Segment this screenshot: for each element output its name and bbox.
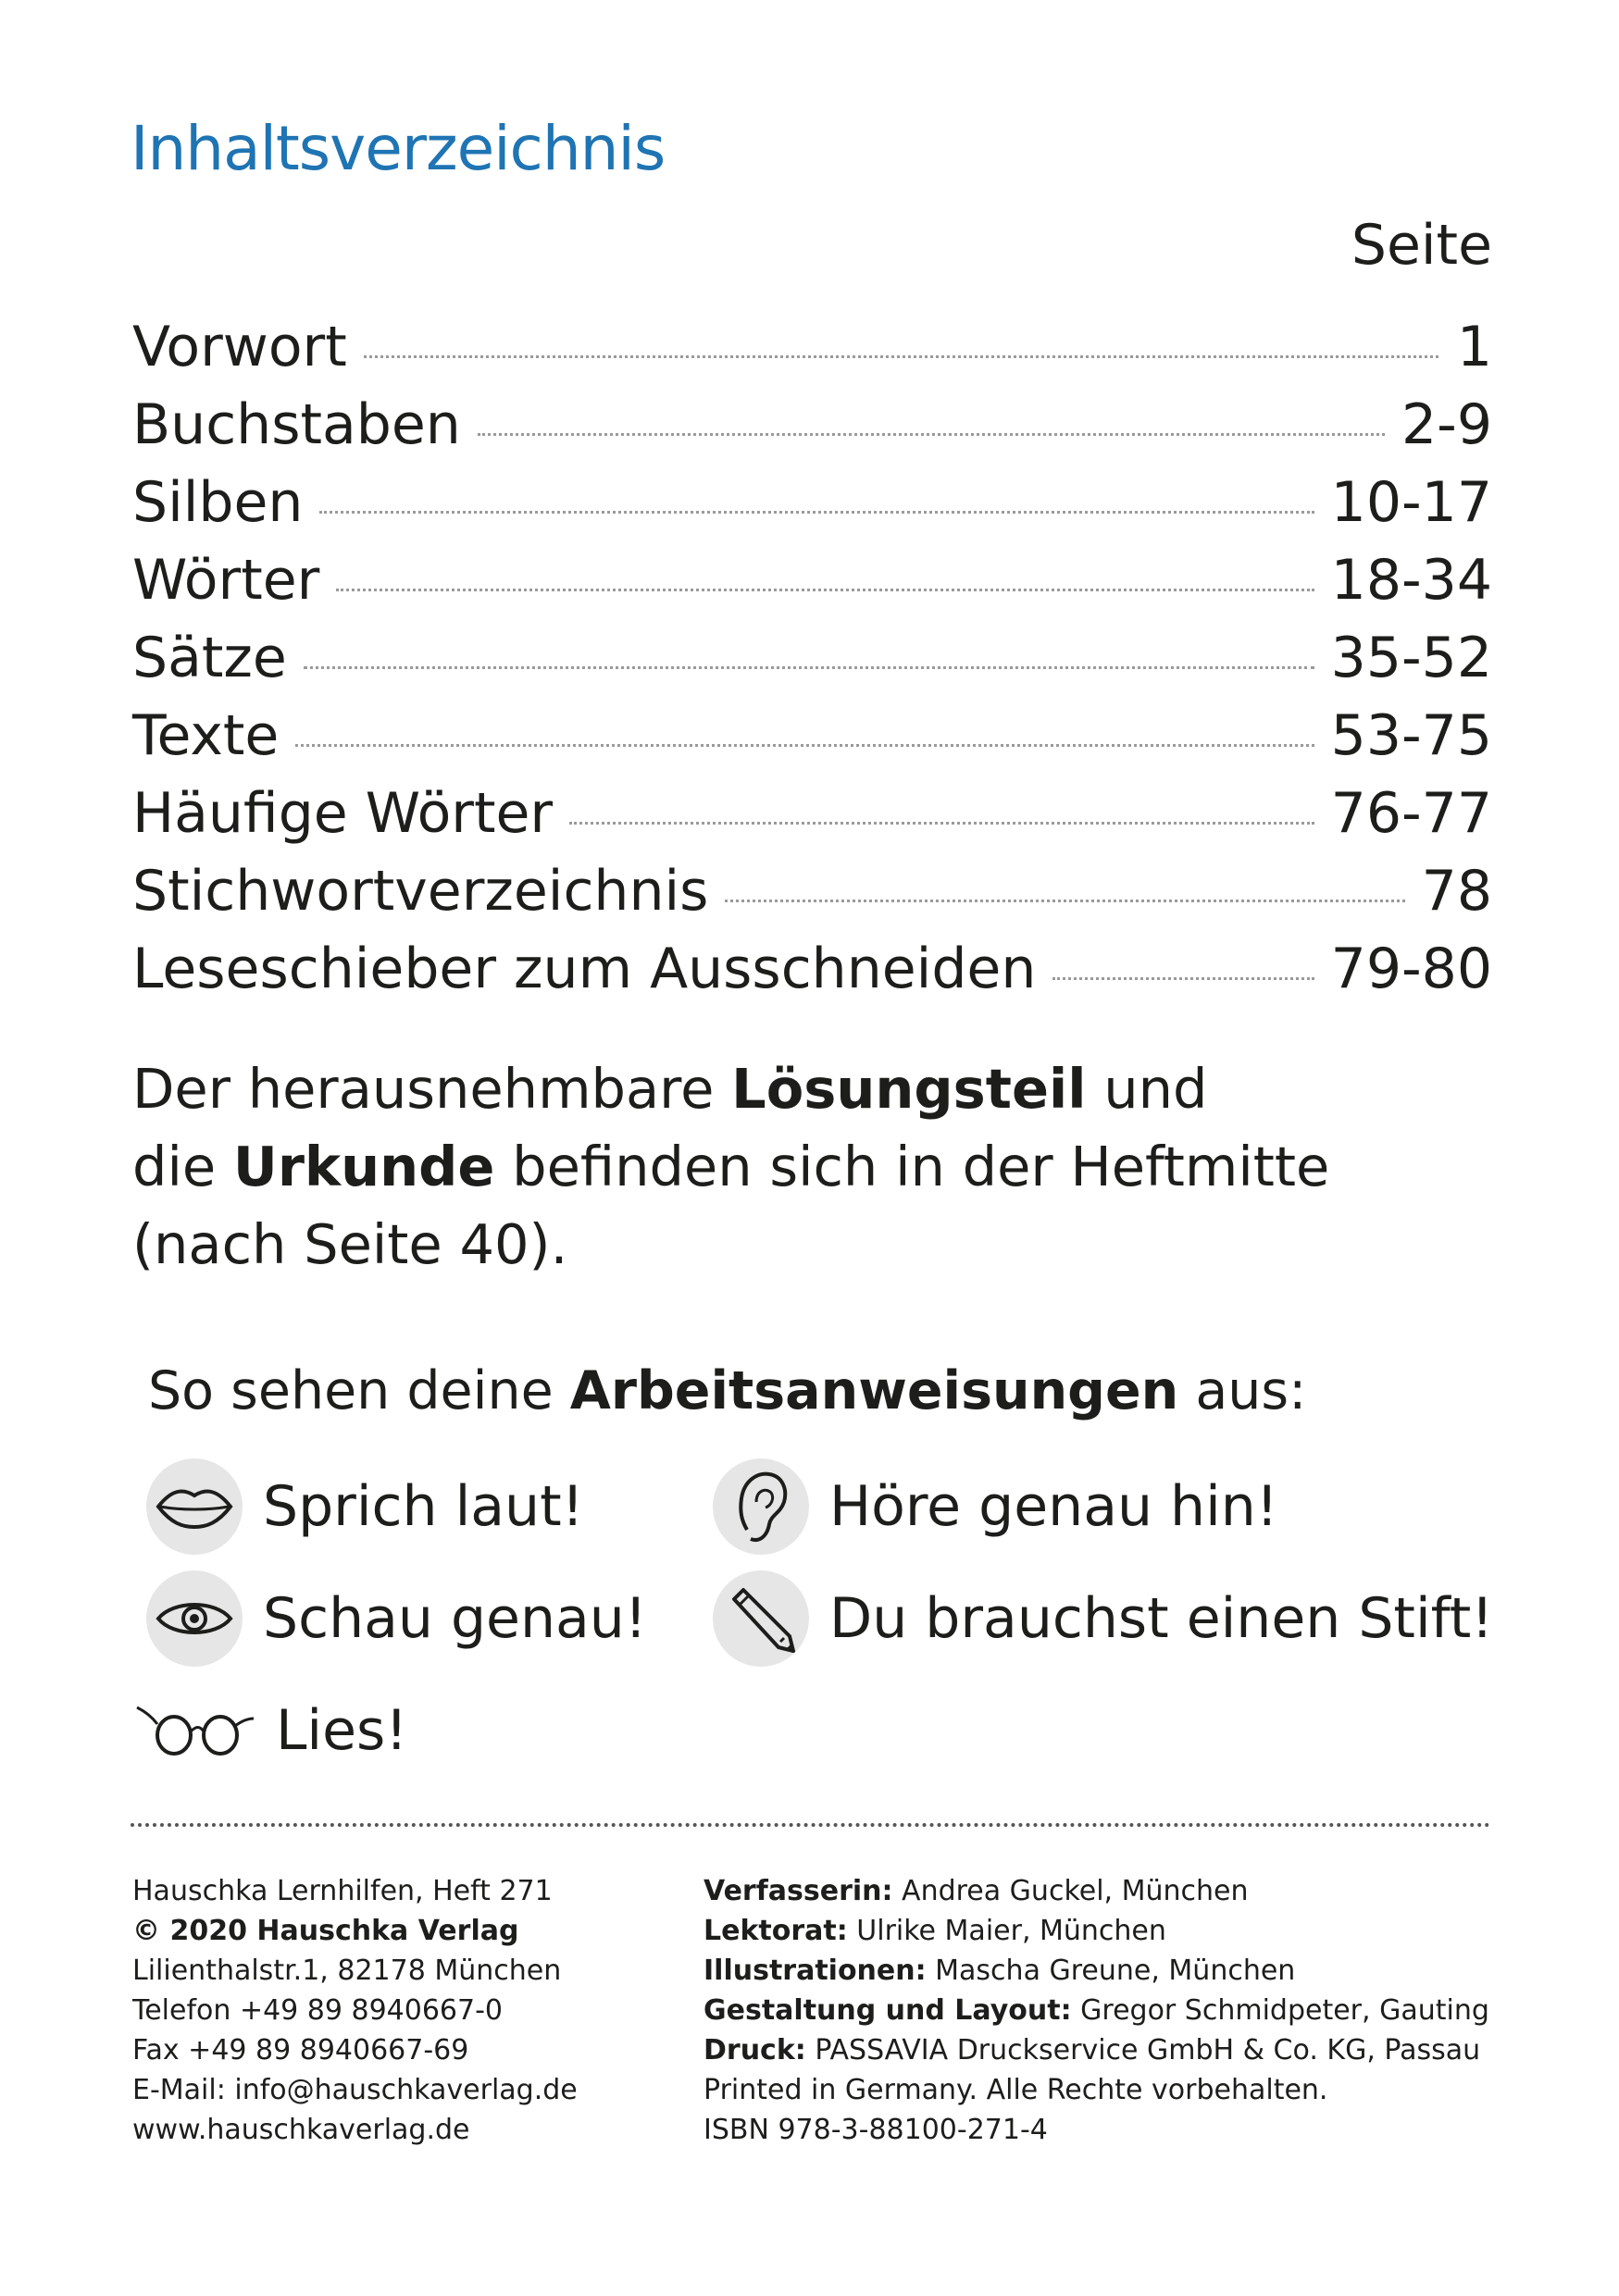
credit-value: Gregor Schmidpeter, Gauting	[1071, 1994, 1489, 2027]
credit-label: Verfasserin:	[704, 1875, 893, 1907]
heading-text: So sehen deine	[148, 1360, 570, 1421]
toc-row	[132, 392, 1492, 470]
instruction-listen	[713, 1458, 1278, 1555]
note-line	[132, 1050, 1428, 1128]
credit-label: Druck:	[704, 2034, 806, 2066]
solution-note	[132, 1050, 1428, 1284]
note-line	[132, 1128, 1428, 1206]
toc-leader	[478, 433, 1385, 436]
toc-row	[132, 781, 1492, 859]
toc-label: Wörter	[132, 548, 320, 613]
ear-icon	[713, 1458, 809, 1555]
pencil-icon	[713, 1570, 809, 1667]
credit-label: Lektorat:	[704, 1915, 848, 1947]
heading-text: aus:	[1178, 1360, 1307, 1421]
note-bold: Urkunde	[232, 1135, 495, 1198]
imprint-credits	[704, 1871, 1489, 2150]
imprint-publisher	[132, 1871, 578, 2150]
toc-label: Silben	[132, 470, 304, 535]
toc-leader	[336, 589, 1314, 591]
credit-value: PASSAVIA Druckservice GmbH & Co. KG, Passau	[805, 2034, 1481, 2066]
note-text: Der herausnehmbare	[132, 1057, 732, 1121]
toc-leader	[295, 744, 1314, 747]
toc-leader	[364, 355, 1438, 358]
instruction-label: Schau genau!	[263, 1586, 647, 1651]
credit-value: Andrea Guckel, München	[892, 1875, 1249, 1907]
toc-label: Vorwort	[132, 315, 347, 379]
page-column-header: Seite	[1351, 213, 1492, 278]
imprint-line	[704, 1911, 1489, 1951]
note-text: befinden sich in der Heftmitte	[494, 1135, 1330, 1198]
toc-page: 79-80	[1330, 937, 1492, 1001]
imprint-line: ISBN 978-3-88100-271-4	[704, 2114, 1048, 2146]
instruction-label: Sprich laut!	[263, 1474, 584, 1539]
imprint-line: Fax +49 89 8940667-69	[132, 2034, 469, 2066]
toc-leader	[304, 666, 1314, 669]
toc-row	[132, 315, 1492, 392]
toc-leader	[569, 822, 1314, 825]
imprint-line[interactable]: www.hauschkaverlag.de	[132, 2114, 470, 2146]
note-text: und	[1086, 1057, 1208, 1121]
imprint-line: Lilienthalstr.1, 82178 München	[132, 1955, 562, 1987]
toc-row	[132, 548, 1492, 626]
toc-page: 35-52	[1330, 626, 1492, 690]
instruction-read	[135, 1682, 407, 1779]
credit-label: Gestaltung und Layout:	[704, 1994, 1072, 2027]
credit-value: Mascha Greune, München	[926, 1955, 1296, 1987]
instruction-label: Höre genau hin!	[829, 1474, 1278, 1539]
toc-row	[132, 626, 1492, 703]
toc-row	[132, 470, 1492, 548]
heading-bold: Arbeitsanweisungen	[569, 1360, 1179, 1421]
imprint-line: © 2020 Hauschka Verlag	[132, 1915, 519, 1947]
note-line: (nach Seite 40).	[132, 1212, 568, 1276]
instruction-speak	[146, 1458, 584, 1555]
toc-page: 76-77	[1330, 781, 1492, 846]
instruction-label: Lies!	[276, 1698, 408, 1763]
imprint-line	[704, 2030, 1489, 2070]
toc-label: Texte	[132, 703, 280, 768]
imprint-line: Hauschka Lernhilfen, Heft 271	[132, 1875, 553, 1907]
toc-page: 53-75	[1330, 703, 1492, 768]
imprint-line: Telefon +49 89 8940667-0	[132, 1994, 504, 2027]
credit-label: Illustrationen:	[704, 1955, 927, 1987]
note-bold: Lösungsteil	[731, 1057, 1087, 1121]
toc-row	[132, 703, 1492, 781]
toc-row	[132, 937, 1492, 1014]
toc-page: 10-17	[1330, 470, 1492, 535]
instructions-heading	[148, 1360, 1306, 1421]
toc-leader	[1052, 977, 1314, 980]
credit-value: Ulrike Maier, München	[847, 1915, 1166, 1947]
toc-leader	[319, 511, 1314, 514]
eye-icon	[146, 1570, 243, 1667]
imprint-line[interactable]: E-Mail: info@hauschkaverlag.de	[132, 2074, 578, 2106]
instruction-pen	[713, 1570, 1493, 1667]
toc-label: Buchstaben	[132, 392, 461, 457]
imprint-line	[704, 1951, 1489, 1991]
toc-label: Stichwortverzeichnis	[132, 859, 709, 924]
table-of-contents	[132, 315, 1492, 1014]
imprint-line	[704, 1991, 1489, 2030]
toc-page: 1	[1456, 315, 1492, 379]
divider	[131, 1823, 1490, 1827]
instruction-label: Du brauchst einen Stift!	[829, 1586, 1494, 1651]
toc-page: 78	[1421, 859, 1492, 924]
lips-icon	[146, 1458, 243, 1555]
toc-page: 2-9	[1401, 392, 1492, 457]
note-text: die	[132, 1135, 233, 1198]
toc-page: 18-34	[1330, 548, 1492, 613]
glasses-icon	[135, 1682, 255, 1779]
toc-label: Sätze	[132, 626, 287, 690]
page-title: Inhaltsverzeichnis	[131, 113, 666, 184]
imprint-line	[704, 1871, 1489, 1911]
toc-label: Häufige Wörter	[132, 781, 554, 846]
toc-row	[132, 859, 1492, 937]
toc-leader	[725, 900, 1404, 902]
instruction-look	[146, 1570, 647, 1667]
imprint-line: Printed in Germany. Alle Rechte vorbehalten.	[704, 2074, 1328, 2106]
toc-label: Leseschieber zum Ausschneiden	[132, 937, 1037, 1001]
